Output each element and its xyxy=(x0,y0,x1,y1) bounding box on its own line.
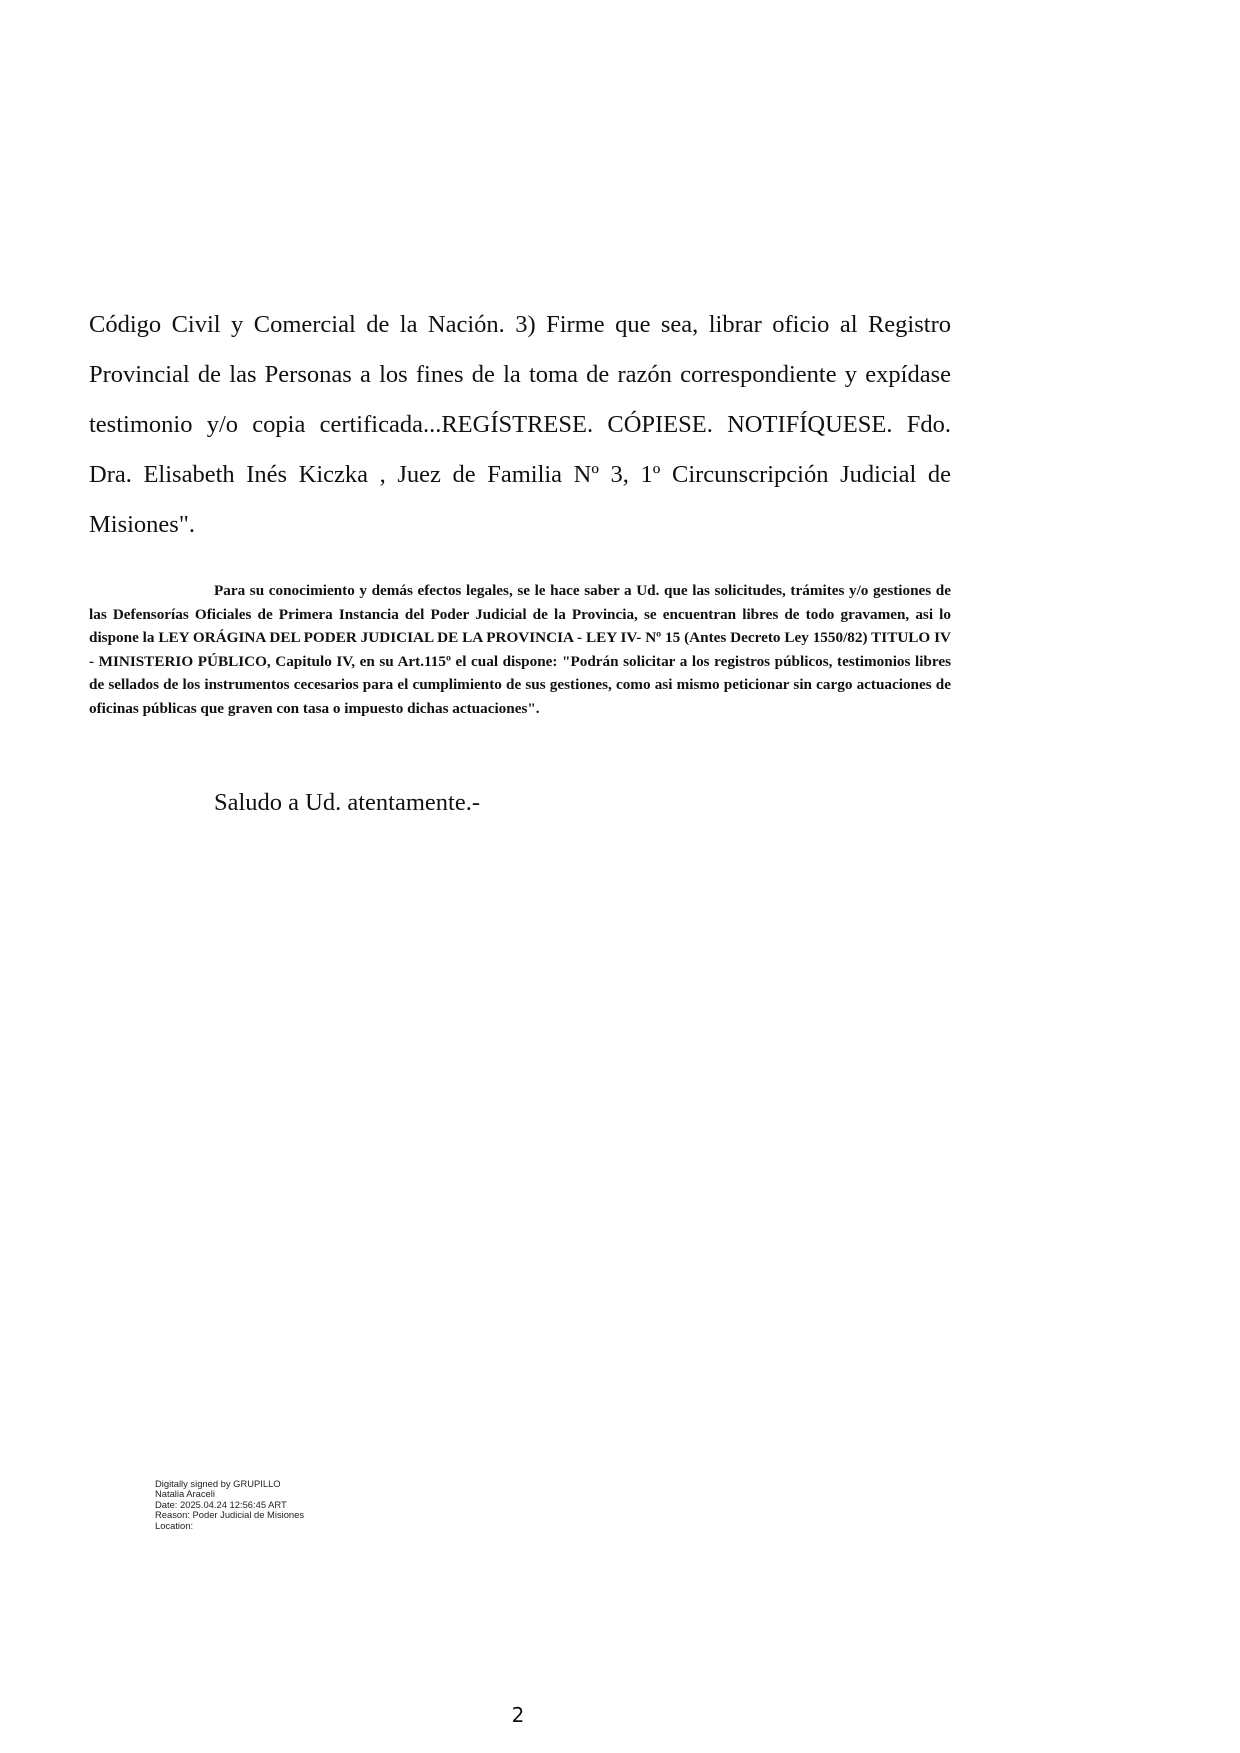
digital-signature-block xyxy=(155,1479,304,1531)
signature-signer-line: Digitally signed by GRUPILLO xyxy=(155,1478,281,1489)
closing-salutation: Saludo a Ud. atentamente.- xyxy=(214,789,481,816)
signature-location-line: Location: xyxy=(155,1519,194,1531)
signature-name-line: Natalia Araceli xyxy=(155,1488,215,1500)
signature-date-line: Date: 2025.04.24 12:56:45 ART xyxy=(155,1498,287,1510)
body-paragraph: Código Civil y Comercial de la Nación. 3) Firme que sea, librar oficio al Registro Provincial de las Personas a los fines de la toma de razón correspondiente y expídase testimonio y/o copia certificada...REGÍSTRESE. CÓPIESE. NOTIFÍQUESE. Fdo. Dra. Elisabeth Inés Kiczka , Juez de Familia Nº 3, 1º Circunscripción Judicial de Misiones". xyxy=(89,311,951,538)
legal-notice-paragraph: Para su conocimiento y demás efectos legales, se le hace saber a Ud. que las solicitudes, trámites y/o gestiones de las Defensorías Oficiales de Primera Instancia del Poder Judicial de la Provincia, se encuentran libres de todo gravamen, asi lo dispone la LEY ORÁGINA DEL PODER JUDICIAL DE LA PROVINCIA - LEY IV- Nº 15 (Antes Decreto Ley 1550/82) TITULO IV - MINISTERIO PÚBLICO, Capitulo IV, en su Art.115º el cual dispone: "Podrán solicitar a los registros públicos, testimonios libres de sellados de los instrumentos cecesarios para el cumplimiento de sus gestiones, como asi mismo peticionar sin cargo actuaciones de oficinas públicas que graven con tasa o impuesto dichas actuaciones". xyxy=(89,582,951,717)
signature-reason-line: Reason: Poder Judicial de Misiones xyxy=(155,1509,305,1521)
page-number: 2 xyxy=(511,1703,525,1727)
